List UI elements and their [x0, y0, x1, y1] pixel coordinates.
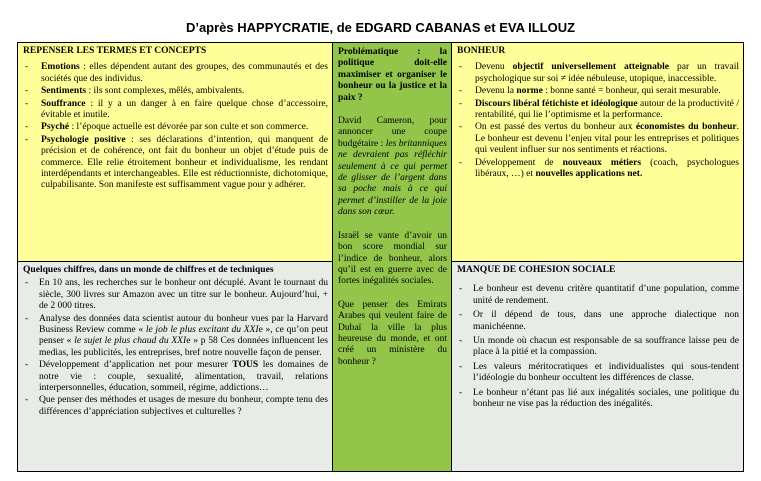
cameron-quote: David Cameron, pour annoncer une coupe budgétaire : les britanniques ne devraient pas réfléchir seulement à ce qui permet de glisser de l’argent dans sa poche mais à ce qui permet d’instiller de la joie dans son cœur.: [338, 115, 447, 218]
cell-quelques-chiffres: [18, 262, 333, 471]
section-heading: Quelques chiffres, dans un monde de chiffres et de techniques: [23, 264, 274, 275]
section-heading: BONHEUR: [457, 45, 506, 56]
section-heading: MANQUE DE COHESION SOCIALE: [457, 264, 616, 275]
cell-cohesion-sociale: [452, 262, 743, 471]
document-title: D’après HAPPYCRATIE, de EDGARD CABANAS et EVA ILLOUZ: [185, 20, 576, 35]
concept-list: [23, 61, 328, 190]
list-item: - Souffrance : il y a un danger à en faire quelque chose d’accessoire, évitable et inutile.: [23, 98, 328, 121]
cell-bonheur: [452, 43, 743, 262]
cell-problematique: [333, 43, 452, 471]
section-heading: REPENSER LES TERMES ET CONCEPTS: [23, 45, 207, 56]
list-item: - Devenu la norme : bonne santé = bonheur, qui serait mesurable.: [457, 85, 739, 96]
list-item: - Psyché : l’époque actuelle est dévorée par son culte et son commerce.: [23, 121, 328, 132]
list-item: - On est passé des vertus du bonheur aux économistes du bonheur. Le bonheur est devenu l’enjeu vital pour les entreprises et politiques qui veulent influer sur nos sentiments et réactions.: [457, 121, 739, 155]
list-item: - Devenu objectif universellement atteignable par un travail psychologique sur soi ≠ idée nébuleuse, utopique, inaccessible.: [457, 61, 739, 84]
list-item: - Sentiments : ils sont complexes, mêlés, ambivalents.: [23, 85, 328, 96]
bonheur-list: [457, 61, 739, 179]
list-item: - Or il dépend de tous, dans une approche dialectique non manichéenne.: [457, 309, 739, 332]
list-item: - Le bonheur n’étant pas lié aux inégalités sociales, une politique du bonheur ne vise pas la réduction des inégalités.: [457, 387, 739, 410]
cell-repenser-termes: [18, 43, 333, 262]
cohesion-list: [457, 283, 739, 409]
list-item: - Un monde où chacun est responsable de sa souffrance laisse peu de place à la pitié et la compassion.: [457, 335, 739, 358]
list-item: - Analyse des données data scientist autour du bonheur vues par la Harvard Business Review comme « le job le plus excitant du XXIe », ce qu’on peut penser « le sujet le plus chaud du XXIe » p 58 Ces données influencent les medias, les publicités, les entreprises, bref notre nouvelle façon de penser.: [23, 313, 328, 359]
concept-table: [17, 42, 744, 472]
list-item: - En 10 ans, les recherches sur le bonheur ont décuplé. Avant le tournant du siècle, 300 livres sur Amazon avec un titre sur le bonheur. Aujourd’hui, + de 2 000 titres.: [23, 277, 328, 311]
list-item: - Discours libéral fétichiste et idéologique autour de la productivité / rentabilité, qui lie l’optimisme et la performance.: [457, 98, 739, 121]
list-item: - Emotions : elles dépendent autant des groupes, des communautés et des sociétés que des individus.: [23, 61, 328, 84]
list-item: - Que penser des méthodes et usages de mesure du bonheur, compte tenu des différences d’appréciation subjectives et culturelles ?: [23, 394, 328, 417]
list-item: - Développement de nouveaux métiers (coach, psychologues libéraux, …) et nouvelles applications net.: [457, 157, 739, 180]
problem-statement: Problématique : la politique doit-elle maximiser et organiser le bonheur ou la justice et la paix ?: [338, 46, 447, 103]
list-item: - Le bonheur est devenu critère quantitatif d’une population, comme unité de rendement.: [457, 283, 739, 306]
emirats-paragraph: Que penser des Emirats Arabes qui veulent faire de Dubaï la ville la plus heureuse du monde, et ont créé un ministère du bonheur ?: [338, 298, 447, 367]
figures-list: [23, 277, 328, 417]
list-item: - Développement d’application net pour mesurer TOUS les domaines de notre vie : couple, sexualité, alimentation, travail, relations interpersonnelles, éducation, sommeil, régime, addictions…: [23, 359, 328, 393]
list-item: - Les valeurs méritocratiques et individualistes qui sous-tendent l’idéologie du bonheur occultent les différences de classe.: [457, 361, 739, 384]
israel-paragraph: Israël se vante d’avoir un bon score mondial sur l’indice de bonheur, alors qu’il est en guerre avec de fortes inégalités sociales.: [338, 229, 447, 287]
list-item: - Psychologie positive : ses déclarations d’intention, qui manquent de précision et de cohérence, ont fait du bonheur un objet d’étude puis de commerce. Elle relie étroitement bonheur et individualisme, les rendant interdépendants et interchangeables. Elle est réductionniste, dichotomique, culpabilisante. Son manifeste est suffisamment vague pour y adhérer.: [23, 134, 328, 191]
